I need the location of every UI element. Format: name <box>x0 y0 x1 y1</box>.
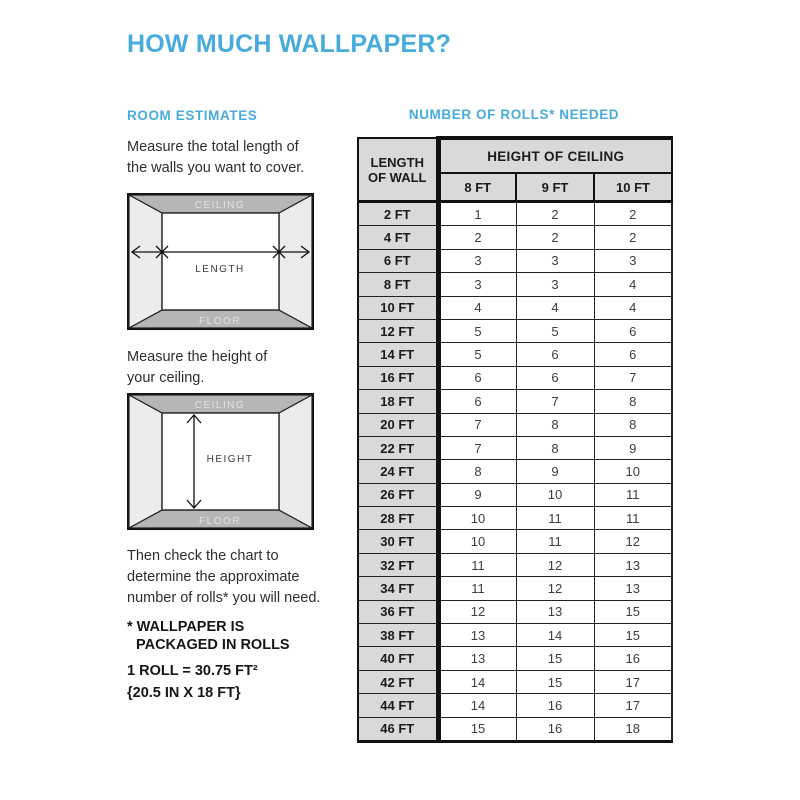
rolls-value-cell: 6 <box>594 319 672 342</box>
table-row <box>358 483 672 506</box>
wall-length-cell: 8 FT <box>358 273 438 296</box>
rolls-value-cell: 8 <box>516 413 594 436</box>
height-instruction-line1: Measure the height of <box>127 349 268 365</box>
col-header-9ft: 9 FT <box>516 173 594 202</box>
wall-length-cell: 4 FT <box>358 226 438 249</box>
length-instruction <box>127 137 304 179</box>
roll-size-line1: 1 ROLL = 30.75 FT² <box>127 663 258 679</box>
rolls-value-cell: 3 <box>594 249 672 272</box>
wall-length-cell: 2 FT <box>358 202 438 226</box>
roll-size-line2: {20.5 IN X 18 FT} <box>127 684 241 701</box>
rolls-value-cell: 2 <box>594 226 672 249</box>
wall-length-header-line2: OF WALL <box>368 169 427 185</box>
rolls-value-cell: 14 <box>516 624 594 647</box>
rolls-value-cell: 7 <box>594 366 672 389</box>
rolls-value-cell: 4 <box>516 296 594 319</box>
ceiling-height-header: HEIGHT OF CEILING <box>438 138 672 173</box>
col-header-8ft: 8 FT <box>438 173 516 202</box>
right-wall <box>279 195 312 328</box>
rolls-value-cell: 10 <box>594 460 672 483</box>
table-row <box>358 366 672 389</box>
rolls-value-cell: 16 <box>594 647 672 670</box>
rolls-value-cell: 13 <box>594 553 672 576</box>
length-instruction-line1: Measure the total length of <box>127 139 299 155</box>
table-row <box>358 273 672 296</box>
rolls-value-cell: 13 <box>594 577 672 600</box>
wall-length-cell: 12 FT <box>358 319 438 342</box>
wall-length-cell: 16 FT <box>358 366 438 389</box>
rolls-value-cell: 11 <box>516 507 594 530</box>
table-row <box>358 624 672 647</box>
left-wall <box>129 395 162 528</box>
rolls-value-cell: 2 <box>516 202 594 226</box>
rolls-value-cell: 6 <box>516 366 594 389</box>
wall-length-cell: 28 FT <box>358 507 438 530</box>
rolls-value-cell: 14 <box>438 670 516 693</box>
table-row <box>358 226 672 249</box>
wall-length-cell: 14 FT <box>358 343 438 366</box>
rolls-value-cell: 8 <box>594 390 672 413</box>
back-wall <box>162 213 279 310</box>
rolls-value-cell: 15 <box>516 670 594 693</box>
table-row <box>358 553 672 576</box>
length-label: LENGTH <box>195 264 245 275</box>
rolls-value-cell: 4 <box>594 296 672 319</box>
rolls-value-cell: 11 <box>594 507 672 530</box>
room-estimates-heading: ROOM ESTIMATES <box>127 108 258 123</box>
chart-instruction-line1: Then check the chart to <box>127 548 279 564</box>
rolls-value-cell: 13 <box>516 600 594 623</box>
rolls-value-cell: 11 <box>516 530 594 553</box>
table-row <box>358 296 672 319</box>
rolls-value-cell: 12 <box>516 577 594 600</box>
wall-length-cell: 26 FT <box>358 483 438 506</box>
wall-length-cell: 6 FT <box>358 249 438 272</box>
table-row <box>358 694 672 717</box>
table-row <box>358 319 672 342</box>
rolls-value-cell: 12 <box>438 600 516 623</box>
col-header-10ft: 10 FT <box>594 173 672 202</box>
rolls-value-cell: 9 <box>594 436 672 459</box>
rolls-value-cell: 2 <box>594 202 672 226</box>
height-instruction-line2: your ceiling. <box>127 370 205 386</box>
rolls-value-cell: 6 <box>438 390 516 413</box>
rolls-value-cell: 2 <box>438 226 516 249</box>
chart-instruction-line2: determine the approximate <box>127 569 300 585</box>
rolls-value-cell: 18 <box>594 717 672 741</box>
rolls-value-cell: 17 <box>594 694 672 717</box>
roll-size-info <box>127 661 258 704</box>
rolls-value-cell: 3 <box>438 249 516 272</box>
wall-length-cell: 22 FT <box>358 436 438 459</box>
wall-length-cell: 20 FT <box>358 413 438 436</box>
rolls-value-cell: 3 <box>516 273 594 296</box>
rolls-value-cell: 8 <box>516 436 594 459</box>
rolls-value-cell: 6 <box>516 343 594 366</box>
length-instruction-line2: the walls you want to cover. <box>127 160 305 176</box>
rolls-value-cell: 8 <box>438 460 516 483</box>
wall-length-cell: 18 FT <box>358 390 438 413</box>
table-row <box>358 343 672 366</box>
rolls-value-cell: 7 <box>438 436 516 459</box>
wall-length-cell: 30 FT <box>358 530 438 553</box>
wall-length-cell: 32 FT <box>358 553 438 576</box>
rolls-value-cell: 16 <box>516 717 594 741</box>
rolls-value-cell: 3 <box>438 273 516 296</box>
height-instruction <box>127 347 267 389</box>
table-row <box>358 249 672 272</box>
rolls-value-cell: 13 <box>438 624 516 647</box>
right-wall <box>279 395 312 528</box>
rolls-value-cell: 4 <box>438 296 516 319</box>
rolls-table-header <box>358 138 672 202</box>
ceiling-label: CEILING <box>194 400 246 411</box>
rolls-needed-heading: NUMBER OF ROLLS* NEEDED <box>408 107 620 122</box>
rolls-value-cell: 11 <box>594 483 672 506</box>
rolls-value-cell: 6 <box>594 343 672 366</box>
rolls-value-cell: 5 <box>438 343 516 366</box>
rolls-value-cell: 7 <box>516 390 594 413</box>
length-room-diagram <box>127 193 314 330</box>
height-room-diagram <box>127 393 314 530</box>
wall-length-header-line1: LENGTH <box>370 154 424 170</box>
ceiling-label: CEILING <box>194 200 246 211</box>
table-row <box>358 717 672 741</box>
rolls-value-cell: 11 <box>438 553 516 576</box>
wall-length-cell: 34 FT <box>358 577 438 600</box>
rolls-table-body <box>358 202 672 742</box>
table-row <box>358 670 672 693</box>
rolls-value-cell: 16 <box>516 694 594 717</box>
rolls-value-cell: 15 <box>438 717 516 741</box>
chart-instruction-line3: number of rolls* you will need. <box>127 590 321 606</box>
table-row <box>358 507 672 530</box>
table-row <box>358 390 672 413</box>
rolls-value-cell: 13 <box>438 647 516 670</box>
table-row <box>358 202 672 226</box>
rolls-footnote-line1: * WALLPAPER IS <box>127 619 245 635</box>
rolls-value-cell: 10 <box>438 530 516 553</box>
rolls-value-cell: 7 <box>438 413 516 436</box>
table-row <box>358 600 672 623</box>
floor-label: FLOOR <box>199 516 241 527</box>
wall-length-header <box>358 138 438 202</box>
left-wall <box>129 195 162 328</box>
table-row <box>358 530 672 553</box>
rolls-value-cell: 1 <box>438 202 516 226</box>
wall-length-cell: 36 FT <box>358 600 438 623</box>
rolls-value-cell: 15 <box>594 624 672 647</box>
rolls-value-cell: 10 <box>516 483 594 506</box>
rolls-value-cell: 15 <box>516 647 594 670</box>
rolls-value-cell: 17 <box>594 670 672 693</box>
wall-length-cell: 42 FT <box>358 670 438 693</box>
rolls-value-cell: 5 <box>516 319 594 342</box>
height-label: HEIGHT <box>206 454 254 465</box>
wall-length-cell: 24 FT <box>358 460 438 483</box>
rolls-value-cell: 9 <box>516 460 594 483</box>
table-row <box>358 436 672 459</box>
rolls-value-cell: 10 <box>438 507 516 530</box>
rolls-table <box>357 136 673 743</box>
rolls-value-cell: 15 <box>594 600 672 623</box>
rolls-value-cell: 3 <box>516 249 594 272</box>
rolls-value-cell: 12 <box>594 530 672 553</box>
rolls-value-cell: 8 <box>594 413 672 436</box>
rolls-footnote <box>127 619 290 654</box>
table-row <box>358 647 672 670</box>
rolls-value-cell: 2 <box>516 226 594 249</box>
table-row <box>358 413 672 436</box>
floor-label: FLOOR <box>199 316 241 327</box>
rolls-value-cell: 4 <box>594 273 672 296</box>
rolls-footnote-line2: PACKAGED IN ROLLS <box>136 636 290 653</box>
rolls-value-cell: 14 <box>438 694 516 717</box>
rolls-value-cell: 11 <box>438 577 516 600</box>
chart-instruction <box>127 546 320 609</box>
rolls-value-cell: 6 <box>438 366 516 389</box>
table-row <box>358 460 672 483</box>
rolls-value-cell: 12 <box>516 553 594 576</box>
rolls-value-cell: 9 <box>438 483 516 506</box>
page-title: HOW MUCH WALLPAPER? <box>127 30 452 58</box>
table-row <box>358 577 672 600</box>
wall-length-cell: 40 FT <box>358 647 438 670</box>
rolls-value-cell: 5 <box>438 319 516 342</box>
wall-length-cell: 10 FT <box>358 296 438 319</box>
wall-length-cell: 38 FT <box>358 624 438 647</box>
wall-length-cell: 46 FT <box>358 717 438 741</box>
wall-length-cell: 44 FT <box>358 694 438 717</box>
